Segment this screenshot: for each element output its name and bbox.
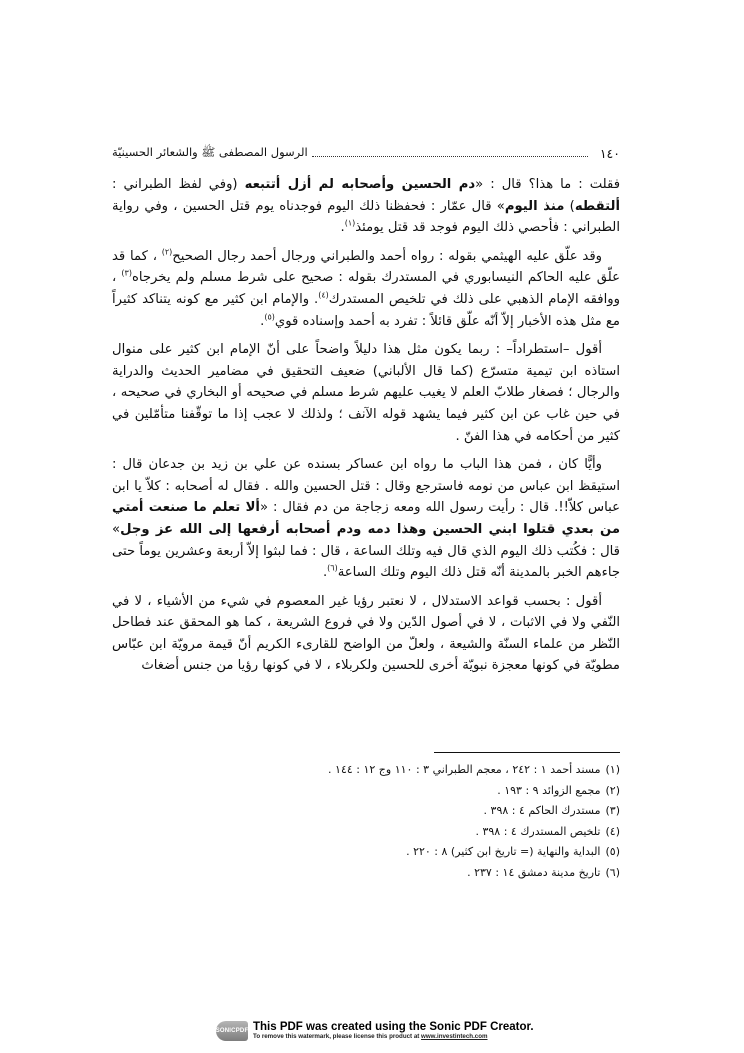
sonic-pdf-logo-icon: SONICPDF (216, 1021, 248, 1041)
footnote-ref-5[interactable]: (٥) (264, 312, 275, 322)
footnote-4 (200, 822, 620, 843)
watermark-sub-line (253, 1034, 534, 1040)
footnote-3 (200, 801, 620, 822)
text-segment: فقلت : ما هذا؟ قال : « (475, 177, 621, 192)
footnote-text: مسند أحمد ١ : ٢٤٢ ، معجم الطبراني ٣ : ١١٠ وج ١٢ : ١٤٤ . (328, 763, 601, 776)
text-segment: (وفي لفظ الطبراني : (112, 177, 245, 192)
footnote-text: البداية والنهاية (= تاريخ ابن كثير) ٨ : ٢٢٠ . (406, 845, 601, 859)
footnote-number: (٦) (605, 865, 620, 879)
footnote-ref-6[interactable]: (٦) (327, 563, 338, 573)
page-number: ١٤٠ (599, 145, 620, 161)
book-title: الرسول المصطفى ﷺ والشعائر الحسينيّة (112, 144, 308, 159)
investintech-link[interactable]: www.investintech.com (421, 1033, 488, 1041)
footnote-text: تلخيص المستدرك ٤ : ٣٩٨ . (475, 824, 601, 838)
footnote-number: (٤) (605, 824, 620, 838)
text-segment: ، كما قد علّق عليه الحاكم النيسابوري في المستدرك بقوله : صحيح على شرط مسلم ولم يخرجاه (112, 248, 620, 286)
paragraph-5 (112, 591, 620, 677)
footnote-ref-2[interactable]: (٢) (161, 247, 173, 257)
paragraph-3 (112, 339, 620, 447)
text-segment: ) (564, 198, 575, 214)
footnote-number: (٣) (605, 804, 620, 818)
text-segment: . والإمام ابن كثير مع كونه يتناكد كثيراً مع مثل هذه الأخبار إلاّ أنّه علّق قائلاً : تفرد به أحمد وإسناده قوي (112, 291, 620, 329)
paragraph-2 (112, 246, 620, 332)
text-segment: » قال : فكُتب ذلك اليوم الذي قال فيه وتلك الساعة ، قال : فما لبثوا إلاّ أربعة وعشرين يوماً حتى جاءهم الخبر بالمدينة أنّه قتل ذلك اليوم وتلك الساعة (112, 521, 620, 581)
text-segment: أقول : بحسب قواعد الاستدلال ، لا نعتبر رؤيا غير المعصوم في شيء من الأشياء ، لا في النّفي ولا في الاثبات ، لا في أصول الدّين ولا في فروع الشريعة ، كما هو المحقق عند فطاحل النّظر من علماء السنّة والشيعة ، ولعلّ من الواضح للقارىء الكريم أنّ قيمة مرويّة ابن عبّاس مطويّة في كونها معجزة نبويّة أخرى للحسين ولكربلاء ، لا في كونها رؤيا من جنس أضغاث (112, 593, 620, 674)
text-segment: وقد علّق عليه الهيثمي بقوله : رواه أحمد والطبراني ورجال أحمد رجال الصحيح (172, 248, 602, 264)
quote-bold: منذ اليوم (504, 198, 565, 214)
running-header (112, 143, 620, 163)
footnote-number: (٢) (605, 783, 620, 797)
quote-bold: ألتقطه (574, 198, 621, 214)
watermark-main-line: This PDF was created using the Sonic PDF Creator. (253, 1020, 534, 1033)
text-segment: » قال عمّار : فحفظنا ذلك اليوم فوجدناه يوم قتل الحسين ، وفي رواية الطبراني : فأحصي ذلك اليوم فوجد قد قتل يومئذ (112, 198, 620, 236)
quote-bold: ألا تعلم ما صنعت أمتي من بعدي قتلوا ابني الحسين وهذا دمه ودم أصحابه أرفعها إلى الله عز وجل (112, 500, 620, 537)
footnote-text: تاريخ مدينة دمشق ١٤ : ٢٣٧ . (467, 865, 601, 879)
footnote-ref-4[interactable]: (٤) (318, 290, 329, 300)
text-segment: . (260, 313, 265, 329)
footnote-text: مجمع الزوائد ٩ : ١٩٣ . (497, 783, 601, 797)
body-text (112, 174, 620, 684)
text-segment: . (340, 220, 345, 236)
footnote-number: (٥) (605, 845, 620, 859)
header-leader-dots (312, 156, 588, 157)
quote-bold: دم الحسين وأصحابه لم أزل أتتبعه (244, 177, 476, 192)
footnote-text: مستدرك الحاكم ٤ : ٣٩٨ . (483, 804, 601, 818)
text-segment: . (322, 565, 328, 581)
footnote-1 (200, 760, 620, 781)
text-segment: ، ووافقه الإمام الذهبي على ذلك في تلخيص المستدرك (112, 270, 620, 307)
footnote-ref-3[interactable]: (٣) (121, 268, 132, 278)
watermark-text (253, 1022, 534, 1041)
text-segment: أقول –استطراداً– : ربما يكون مثل هذا دليلاً واضحاً على أنّ الإمام ابن كثير على منوال استاذه ابن تيمية متسرّع (كما قال الألباني) ضعيف التحقيق في مضامير الحديث والدراية والرجال ؛ فصغار طلابّ العلم لا يغيب عليهم شرط مسلم في صحيحه أو البخاري في صحيحه ، في حين غاب عن ابن كثير فيما يشهد قوله الآنف ؛ ولذلك لا عجب إذا ما توقّفنا متأمّلين في كثير من أحكامه في هذا الفنّ . (112, 342, 620, 444)
footnote-2 (200, 781, 620, 802)
paragraph-4 (112, 454, 620, 584)
sonic-pdf-watermark (216, 1018, 556, 1044)
footnote-6 (200, 863, 620, 884)
footnote-number: (١) (605, 763, 620, 776)
paragraph-1 (112, 174, 620, 239)
footnote-ref-1[interactable]: (١) (344, 218, 356, 228)
footnotes (200, 760, 620, 884)
footnote-5 (200, 842, 620, 863)
text-segment: وأيًّا كان ، فمن هذا الباب ما رواه ابن عساكر بسنده عن علي بن زيد بن جدعان قال : استيقظ ابن عباس من نومه فاسترجع وقال : قتل الحسين والله . فقال له أصحابه : كلاّ يا ابن عباس كلاّ!!. قال : رأيت رسول الله ومعه زجاجة من دم فقال : « (112, 457, 620, 516)
watermark-sub-text: To remove this watermark, please license this product at (253, 1033, 422, 1041)
footnote-separator (434, 752, 620, 753)
